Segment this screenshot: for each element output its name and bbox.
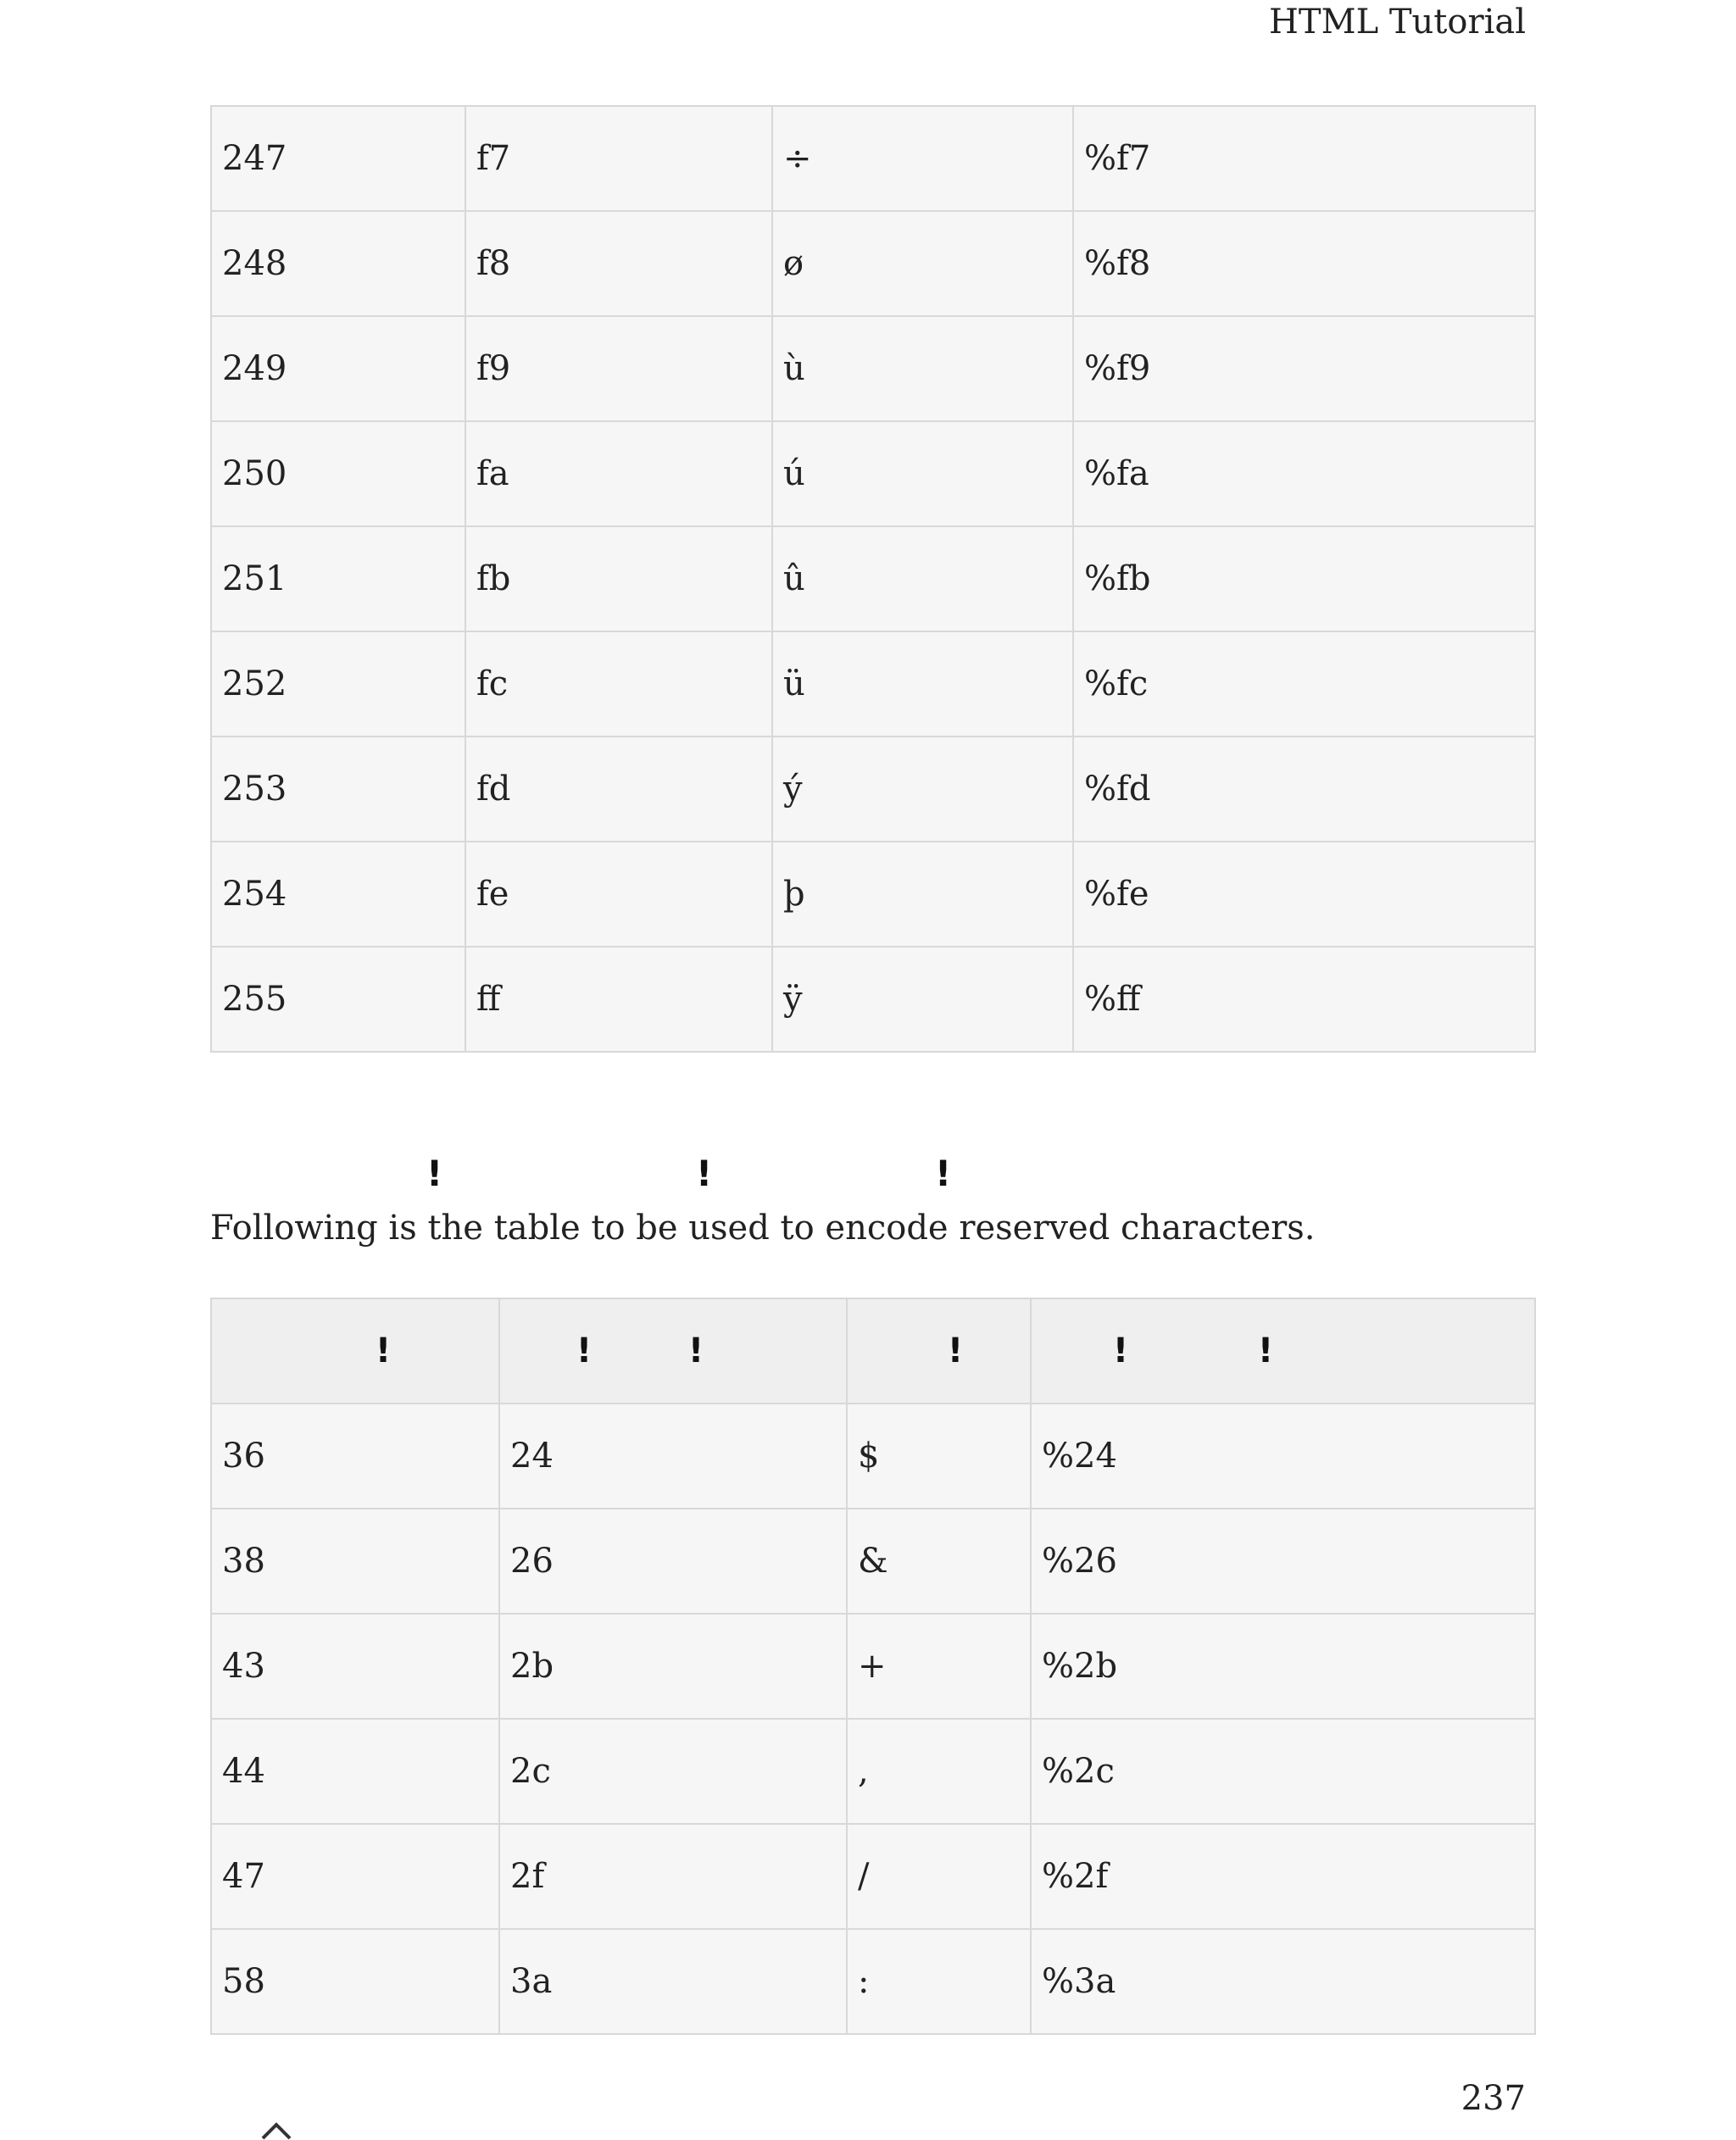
column-header bbox=[499, 1298, 847, 1404]
table-row bbox=[211, 316, 1535, 421]
table-row bbox=[211, 736, 1535, 842]
char-cell: + bbox=[847, 1614, 1031, 1719]
decimal-cell: 252 bbox=[211, 631, 465, 736]
char-cell: ú bbox=[772, 421, 1073, 526]
hex-cell: fc bbox=[465, 631, 772, 736]
hex-cell: fd bbox=[465, 736, 772, 842]
hex-cell: f7 bbox=[465, 106, 772, 211]
table-row bbox=[211, 1509, 1535, 1614]
table-row bbox=[211, 631, 1535, 736]
url-encoding-cell: %fa bbox=[1073, 421, 1535, 526]
url-encoding-cell: %fd bbox=[1073, 736, 1535, 842]
url-encoding-cell: %2c bbox=[1031, 1719, 1535, 1824]
heading-mark: ! bbox=[426, 1153, 443, 1194]
char-cell: ù bbox=[772, 316, 1073, 421]
table-row bbox=[211, 106, 1535, 211]
hex-cell: fa bbox=[465, 421, 772, 526]
url-encoding-cell: %ff bbox=[1073, 947, 1535, 1052]
char-cell: ÷ bbox=[772, 106, 1073, 211]
hex-cell: 24 bbox=[499, 1404, 847, 1509]
url-encoding-cell: %26 bbox=[1031, 1509, 1535, 1614]
header-mark: ! bbox=[1257, 1331, 1274, 1370]
column-header bbox=[1031, 1298, 1535, 1404]
decimal-cell: 250 bbox=[211, 421, 465, 526]
url-encoding-cell: %2f bbox=[1031, 1824, 1535, 1929]
char-cell: ü bbox=[772, 631, 1073, 736]
hex-cell: ff bbox=[465, 947, 772, 1052]
hex-cell: fb bbox=[465, 526, 772, 631]
hex-cell: fe bbox=[465, 842, 772, 947]
url-encoding-cell: %fc bbox=[1073, 631, 1535, 736]
char-cell: & bbox=[847, 1509, 1031, 1614]
char-cell: ý bbox=[772, 736, 1073, 842]
char-cell: / bbox=[847, 1824, 1031, 1929]
url-encoding-cell: %fb bbox=[1073, 526, 1535, 631]
header-mark: ! bbox=[375, 1331, 392, 1370]
section-intro-text: Following is the table to be used to encode reserved characters. bbox=[210, 1209, 1316, 1248]
hex-cell: 2c bbox=[499, 1719, 847, 1824]
url-encoding-cell: %fe bbox=[1073, 842, 1535, 947]
char-cell: þ bbox=[772, 842, 1073, 947]
hex-cell: 2b bbox=[499, 1614, 847, 1719]
hex-cell: 26 bbox=[499, 1509, 847, 1614]
hex-cell: f9 bbox=[465, 316, 772, 421]
decimal-cell: 254 bbox=[211, 842, 465, 947]
table-row bbox=[211, 211, 1535, 316]
url-encoding-cell: %24 bbox=[1031, 1404, 1535, 1509]
decimal-cell: 38 bbox=[211, 1509, 499, 1614]
table-row bbox=[211, 526, 1535, 631]
reserved-characters-table bbox=[210, 1298, 1536, 2035]
decimal-cell: 43 bbox=[211, 1614, 499, 1719]
chevron-up-icon bbox=[259, 2121, 293, 2140]
url-encoding-cell: %f9 bbox=[1073, 316, 1535, 421]
char-cell: , bbox=[847, 1719, 1031, 1824]
decimal-cell: 253 bbox=[211, 736, 465, 842]
decimal-cell: 255 bbox=[211, 947, 465, 1052]
header-mark: ! bbox=[576, 1331, 593, 1370]
table-row bbox=[211, 1824, 1535, 1929]
decimal-cell: 47 bbox=[211, 1824, 499, 1929]
char-cell: ø bbox=[772, 211, 1073, 316]
decimal-cell: 248 bbox=[211, 211, 465, 316]
column-header bbox=[847, 1298, 1031, 1404]
extended-characters-table bbox=[210, 105, 1536, 1053]
header-mark: ! bbox=[947, 1331, 964, 1370]
header-mark: ! bbox=[687, 1331, 704, 1370]
char-cell: : bbox=[847, 1929, 1031, 2034]
table-row bbox=[211, 842, 1535, 947]
char-cell: $ bbox=[847, 1404, 1031, 1509]
char-cell: û bbox=[772, 526, 1073, 631]
table-row bbox=[211, 1614, 1535, 1719]
decimal-cell: 251 bbox=[211, 526, 465, 631]
table-header-row bbox=[211, 1298, 1535, 1404]
table-row bbox=[211, 421, 1535, 526]
running-header-title: HTML Tutorial bbox=[1269, 3, 1526, 42]
hex-cell: f8 bbox=[465, 211, 772, 316]
hex-cell: 2f bbox=[499, 1824, 847, 1929]
section-heading-marks bbox=[210, 1153, 1227, 1203]
table-row bbox=[211, 947, 1535, 1052]
heading-mark: ! bbox=[935, 1153, 952, 1194]
url-encoding-cell: %f7 bbox=[1073, 106, 1535, 211]
url-encoding-cell: %3a bbox=[1031, 1929, 1535, 2034]
url-encoding-cell: %f8 bbox=[1073, 211, 1535, 316]
url-encoding-cell: %2b bbox=[1031, 1614, 1535, 1719]
column-header bbox=[211, 1298, 499, 1404]
page-number: 237 bbox=[1461, 2079, 1526, 2118]
table-row bbox=[211, 1404, 1535, 1509]
decimal-cell: 58 bbox=[211, 1929, 499, 2034]
heading-mark: ! bbox=[696, 1153, 713, 1194]
table-row bbox=[211, 1929, 1535, 2034]
table-row bbox=[211, 1719, 1535, 1824]
hex-cell: 3a bbox=[499, 1929, 847, 2034]
char-cell: ÿ bbox=[772, 947, 1073, 1052]
decimal-cell: 249 bbox=[211, 316, 465, 421]
decimal-cell: 36 bbox=[211, 1404, 499, 1509]
decimal-cell: 247 bbox=[211, 106, 465, 211]
decimal-cell: 44 bbox=[211, 1719, 499, 1824]
header-mark: ! bbox=[1112, 1331, 1129, 1370]
